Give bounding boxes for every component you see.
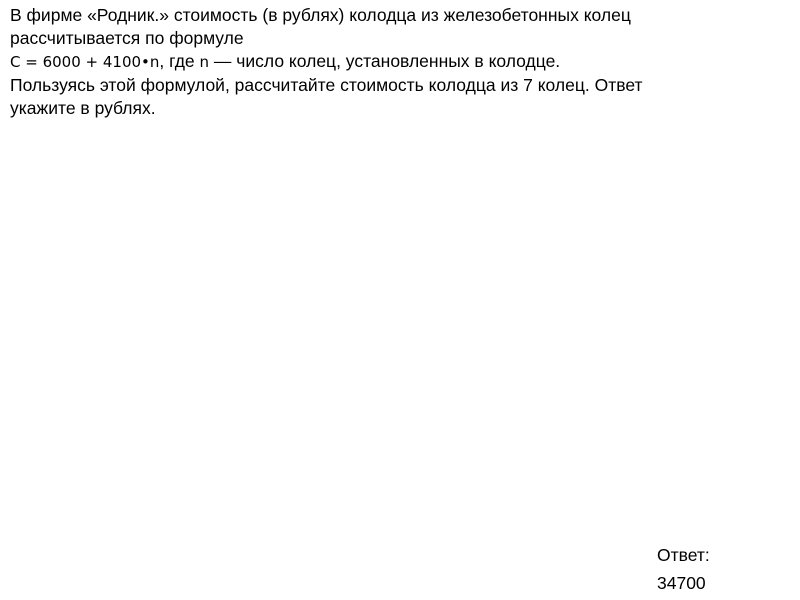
formula-variable: n xyxy=(199,53,210,71)
problem-line-2: рассчитывается по формуле xyxy=(10,28,244,48)
answer-block xyxy=(657,541,787,597)
answer-value: 34700 xyxy=(657,573,706,593)
answer-label: Ответ: xyxy=(657,545,710,565)
formula: C = 6000 + 4100•n xyxy=(10,53,160,71)
problem-text xyxy=(10,4,790,120)
problem-line-5: укажите в рублях. xyxy=(10,98,156,118)
problem-line-4: Пользуясь этой формулой, рассчитайте стоимость колодца из 7 колец. Ответ xyxy=(10,75,643,95)
formula-line xyxy=(10,50,790,74)
problem-line-1: В фирме «Родник.» стоимость (в рублях) колодца из железобетонных колец xyxy=(10,5,631,25)
formula-text-1: , где xyxy=(159,51,200,71)
formula-text-2: — число колец, установленных в колодце. xyxy=(209,51,561,71)
